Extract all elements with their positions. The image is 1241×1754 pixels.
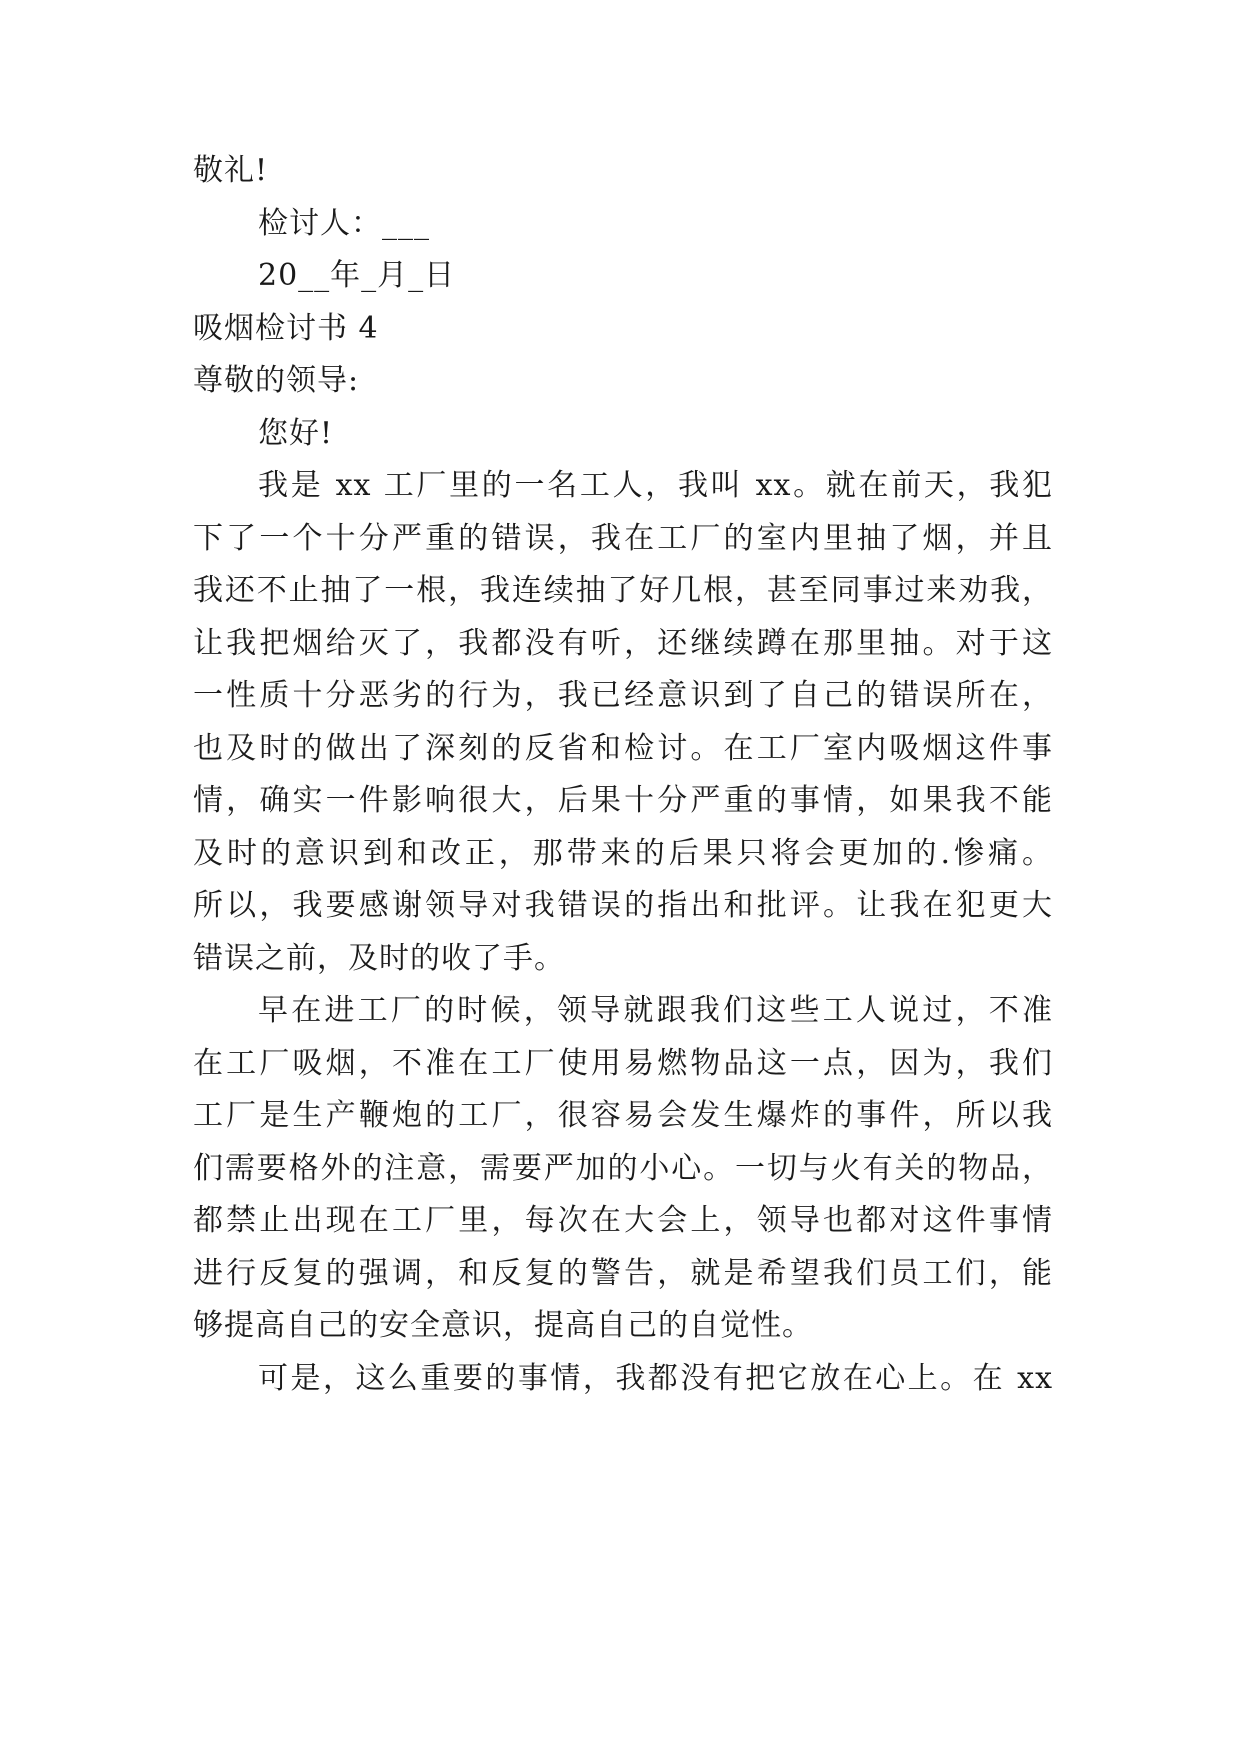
paragraph-line: 让我把烟给灭了，我都没有听，还继续蹲在那里抽。对于这 — [193, 626, 1053, 661]
paragraph-line: 在工厂吸烟，不准在工厂使用易燃物品这一点，因为，我们 — [193, 1046, 1053, 1081]
paragraph-line: 及时的意识到和改正，那带来的后果只将会更加的.惨痛。 — [193, 836, 1053, 871]
paragraph-line: 工厂是生产鞭炮的工厂，很容易会发生爆炸的事件，所以我 — [193, 1098, 1053, 1133]
paragraph-line: 我还不止抽了一根，我连续抽了好几根，甚至同事过来劝我， — [193, 573, 1053, 608]
date-line: 20__年_月_日 — [258, 258, 456, 293]
paragraph-line: 够提高自己的安全意识，提高自己的自觉性。 — [193, 1308, 813, 1343]
signature-label: 检讨人：___ — [258, 206, 430, 241]
paragraph-line: 也及时的做出了深刻的反省和检讨。在工厂室内吸烟这件事 — [193, 731, 1053, 766]
paragraph-line: 早在进工厂的时候，领导就跟我们这些工人说过，不准 — [258, 993, 1053, 1028]
salutation: 尊敬的领导: — [193, 363, 360, 398]
paragraph-line: 我是 xx 工厂里的一名工人，我叫 xx。就在前天，我犯 — [258, 468, 1053, 503]
paragraph-line: 可是，这么重要的事情，我都没有把它放在心上。在 xx — [258, 1361, 1053, 1396]
section-title: 吸烟检讨书 4 — [193, 311, 379, 346]
closing-text: 敬礼! — [193, 153, 269, 188]
paragraph-line: 情，确实一件影响很大，后果十分严重的事情，如果我不能 — [193, 783, 1053, 818]
paragraph-line: 一性质十分恶劣的行为，我已经意识到了自己的错误所在， — [193, 678, 1053, 713]
paragraph-line: 们需要格外的注意，需要严加的小心。一切与火有关的物品， — [193, 1151, 1053, 1186]
paragraph-line: 所以，我要感谢领导对我错误的指出和批评。让我在犯更大 — [193, 888, 1053, 923]
paragraph-line: 下了一个十分严重的错误，我在工厂的室内里抽了烟，并且 — [193, 521, 1053, 556]
paragraph-line: 都禁止出现在工厂里，每次在大会上，领导也都对这件事情 — [193, 1203, 1053, 1238]
greeting: 您好! — [258, 416, 334, 451]
paragraph-line: 进行反复的强调，和反复的警告，就是希望我们员工们，能 — [193, 1256, 1053, 1291]
paragraph-line: 错误之前，及时的收了手。 — [193, 941, 565, 976]
